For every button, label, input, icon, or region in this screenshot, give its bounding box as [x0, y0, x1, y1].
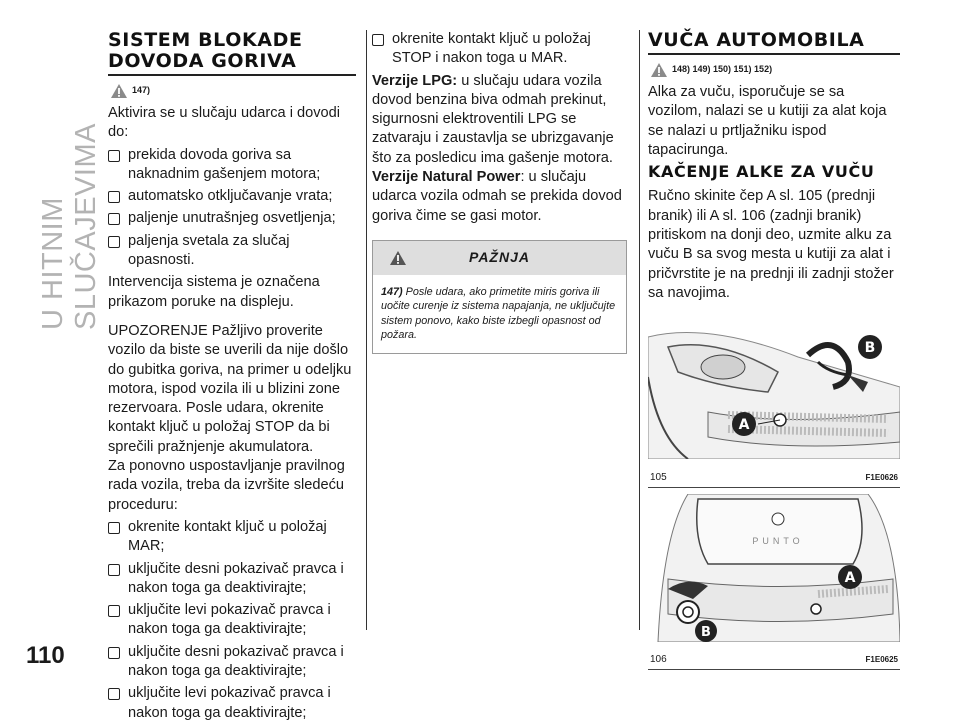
paragraph: UPOZORENJE Pažljivo proverite vozilo da biste se uverili da nije došlo do gubitka goriva, na primer u odeljku motora, ispod vozila ili u blizini zone rezervoara. Posle udara, okrenite kontakt ključ u položaj STOP da bi sprečili pražnjenje akumulatora. — [108, 322, 352, 455]
label-a: A — [844, 569, 856, 586]
list-item: uključite desni pokazivač pravca i nakon toga ga deaktivirajte; — [108, 560, 356, 599]
procedure-list — [108, 518, 356, 723]
warning-triangle-icon — [389, 250, 407, 266]
warning-triangle-icon — [110, 83, 128, 99]
checkbox-bullet-icon — [108, 564, 120, 576]
car-badge: PUNTO — [752, 535, 804, 546]
list-item: prekida dovoda goriva sa naknadnim gašenjem motora; — [108, 146, 356, 185]
checkbox-bullet-icon — [108, 522, 120, 534]
column-fuel-cutoff — [108, 30, 356, 726]
figure-105 — [648, 317, 900, 488]
list-item: okrenite kontakt ključ u položaj MAR; — [108, 518, 356, 557]
paragraph: Za ponovno uspostavljanje pravilnog rada vozila, treba da izvršite sledeću proceduru: — [108, 458, 345, 513]
label-a: A — [738, 417, 750, 434]
figure-106 — [648, 494, 900, 671]
checkbox-bullet-icon — [108, 647, 120, 659]
heading-fuel-cutoff: SISTEM BLOKADE DOVODA GORIVA — [108, 30, 356, 76]
checkbox-bullet-icon — [108, 213, 120, 225]
label-b: B — [701, 624, 711, 640]
list-item: paljenje unutrašnjeg osvetljenja; — [108, 209, 356, 228]
list-item: okrenite kontakt ključ u položaj STOP i nakon toga u MAR. — [372, 30, 627, 69]
list-item: automatsko otključavanje vrata; — [108, 187, 356, 206]
label-b: B — [864, 340, 876, 357]
intro-text: Aktivira se u slučaju udarca i dovodi do: — [108, 105, 340, 141]
checkbox-bullet-icon — [108, 150, 120, 162]
heading-towing: VUČA AUTOMOBILA — [648, 30, 900, 55]
rear-bumper-illustration — [648, 494, 900, 642]
column-continued — [372, 30, 627, 354]
paragraph: Intervencija sistema je označena prikazom poruke na displeju. — [108, 274, 320, 310]
list-item: uključite desni pokazivač pravca i nakon toga ga deaktivirajte; — [108, 643, 356, 682]
subheading-attach-ring: KAČENJE ALKE ZA VUČU — [648, 162, 875, 182]
warning-triangle-icon — [650, 62, 668, 78]
list-item: uključite levi pokazivač pravca i nakon toga ga deaktivirajte; — [108, 601, 356, 640]
warning-reference: 147) — [110, 82, 356, 100]
checkbox-bullet-icon — [108, 236, 120, 248]
figure-caption: 106 F1E0625 — [650, 654, 898, 666]
checkbox-bullet-icon — [108, 688, 120, 700]
natural-power-paragraph: Verzije Natural Power: u slučaju udarca vozila odmah se prekida dovod goriva čime se gasi motor. — [372, 169, 622, 224]
front-bumper-illustration — [648, 317, 900, 459]
lpg-paragraph: Verzije LPG: u slučaju udara vozila dovod benzina biva odmah prekinut, sigurnosni elektroventili LPG se zatvaraju i zaustavlja se ubrizgavanje što za posledicu ima gašenje motora. — [372, 72, 614, 166]
figure-caption: 105 F1E0626 — [650, 471, 898, 483]
list-item: paljenja svetala za slučaj opasnosti. — [108, 232, 356, 271]
column-towing — [648, 30, 900, 670]
caution-text: 147) Posle udara, ako primetite miris goriva ili uočite curenje iz sistema napajanja, ne uključujte sistem ponovo, kako biste izbegli opasnost od požara. — [381, 285, 616, 342]
paragraph: Alka za vuču, isporučuje se sa vozilom, nalazi se u kutiji za alat koja se nalazi u prtljažniku ispod tapacirunga. — [648, 84, 887, 158]
section-side-title: U HITNIM SLUČAJEVIMA — [37, 123, 102, 330]
column-divider-1 — [366, 30, 367, 630]
column-divider-2 — [639, 30, 640, 630]
effects-list — [108, 146, 356, 271]
list-item: uključite levi pokazivač pravca i nakon toga ga deaktivirajte; — [108, 684, 356, 723]
checkbox-bullet-icon — [108, 191, 120, 203]
caution-box — [372, 240, 627, 354]
paragraph: Ručno skinite čep A sl. 105 (prednji branik) ili A sl. 106 (zadnji branik) pritiskom na donji deo, uzmite alku za vuču B sa svog mesta u kutiji za alat i pričvrstite je na prednji ili zadnji stožer sa navojima. — [648, 188, 894, 301]
warning-reference: 148) 149) 150) 151) 152) — [650, 61, 900, 79]
checkbox-bullet-icon — [372, 34, 384, 46]
page-number: 110 — [26, 642, 65, 669]
caution-header: PAŽNJA — [373, 241, 626, 275]
checkbox-bullet-icon — [108, 605, 120, 617]
